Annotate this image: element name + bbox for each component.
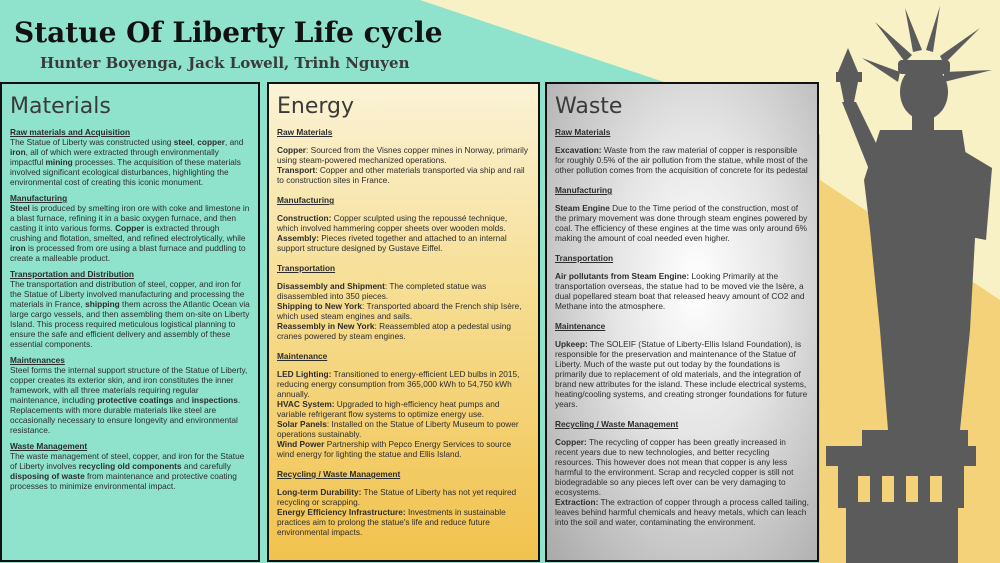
item-text: The recycling of copper has been greatly increased in recent years due to new technologies, and better recycling resources. This however does not mean that copper is any less harmful to the environment. Scrap and recycled copper is still not biodegradable so any pieces left over can be very damaging to ecosystems. [555,437,794,497]
item-text: Partnership with Pepco Energy Services to source wind energy for lighting the statue and Ellis Island. [277,439,512,459]
text-run: is produced by smelting iron ore with coke and limestone in a blast furnace, refining it in a basic oxygen furnace, and then casting it into various forms. [10,203,250,233]
section-item [555,497,809,527]
section-item [555,339,809,409]
item-label: Assembly: [277,233,319,243]
item-label: Long-term Durability: [277,487,362,497]
item-label: Wind Power [277,439,325,449]
item-label: Construction: [277,213,332,223]
section [10,193,250,263]
section [10,269,250,349]
authors: Hunter Boyenga, Jack Lowell, Trinh Nguyen [40,54,410,72]
section-title: Manufacturing [277,195,335,205]
energy-panel [267,82,540,562]
bold-term: inspections [191,395,238,405]
section-body [10,203,250,263]
item-text: Investments in sustainable practices aim to prolong the statue's life and reduce future environmental impacts. [277,507,506,537]
section [10,441,250,491]
item-label: Energy Efficiency Infrastructure: [277,507,406,517]
section-item [277,145,530,165]
section-item [277,321,530,341]
section [10,127,250,187]
waste-sections [555,127,809,527]
bold-term: disposing of waste [10,471,85,481]
section-title: Recycling / Waste Management [277,469,401,479]
text-run: The waste management of steel, copper, and iron for the Statue of Liberty involves [10,451,245,471]
section [277,351,530,459]
section-item [277,281,530,301]
text-run: . Replacements with more durable materials like steel are occasionally necessary to ensure longevity and environmental resistance. [10,395,241,435]
item-label: Air pollutants from Steam Engine: [555,271,690,281]
item-text: Waste from the raw material of copper is responsible for roughly 0.5% of the air pollution from the statue, while most of the other pollution comes from the acquisition of concrete for its pedestal [555,145,808,175]
bold-term: Copper [115,223,145,233]
section [277,469,530,537]
section-item [277,369,530,399]
section-item [277,507,530,537]
section-item [277,399,530,419]
item-text: : Reassembled atop a pedestal using cranes powered by steam engines. [277,321,511,341]
item-text: Looking Primarily at the transportation overseas, the statue had to be moved vie the Isère, a dual popellared steam boat that released heavy amount of CO2 and Methane into the atmosphere. [555,271,805,311]
bold-term: iron [10,243,26,253]
text-run: processes. The acquisition of these materials involved significant ecological disturbances, highlighting the environmental cost of creating this iconic monument. [10,157,241,187]
item-text: Due to the Time period of the construction, most of the primary movement was done through steam engines powered by coal. The efficiency of these engines at the time was only around 6% making the amount of coal needed even higher. [555,203,808,243]
item-label: HVAC System: [277,399,335,409]
item-label: Shipping to New York [277,301,362,311]
item-label: Reassembly in New York [277,321,375,331]
item-text: Copper sculpted using the repoussé technique, which involved hammering copper sheets over wooden molds. [277,213,508,233]
item-label: Copper [277,145,307,155]
section-item [277,419,530,439]
section-title: Maintenance [555,321,606,331]
item-label: Extraction: [555,497,599,507]
text-run: , [192,137,198,147]
section-title: Waste Management [10,441,88,451]
text-run: and [173,395,192,405]
section-title: Manufacturing [555,185,613,195]
section-title: Transportation [555,253,614,263]
materials-heading: Materials [10,94,111,119]
section-body [10,451,250,491]
section [555,127,809,175]
section-item [277,213,530,233]
item-text: : Copper and other materials transported via ship and rail to construction sites in France. [277,165,525,185]
text-run: is processed from ore using a blast furnace and puddling to create a malleable product. [10,243,246,263]
item-text: The Statue of Liberty has not yet required recycling or scrapping. [277,487,517,507]
section-item [277,301,530,321]
section-item [555,437,809,497]
bold-term: protective coatings [97,395,174,405]
section-body [10,279,250,349]
section [277,127,530,185]
section-item [555,145,809,175]
section-title: Raw Materials [555,127,611,137]
item-label: Disassembly and Shipment [277,281,385,291]
section [277,263,530,341]
item-label: LED Lighting: [277,369,332,379]
bold-term: Steel [10,203,30,213]
bold-term: recycling old components [78,461,182,471]
text-run: Steel forms the internal support structure of the Statue of Liberty, copper creates its exterior skin, and iron constitutes the inner framework, with all three materials requiring regular maintenance, including [10,365,248,405]
section-title: Recycling / Waste Management [555,419,679,429]
section-item [555,203,809,243]
bold-term: steel [173,137,193,147]
section-title: Maintenances [10,355,65,365]
item-text: Upgraded to high-efficiency heat pumps and variable refrigerant flow systems to optimize energy use. [277,399,500,419]
item-text: : The completed statue was disassembled into 350 pieces. [277,281,487,301]
item-label: Excavation: [555,145,602,155]
text-run: and carefully [181,461,231,471]
bold-term: copper [197,137,225,147]
section [555,321,809,409]
section-title: Raw materials and Acquisition [10,127,131,137]
item-text: The SOLEIF (Statue of Liberty-Ellis Island Foundation), is responsible for the preservation and maintenance of the Statue of Liberty. Much of the waste put out today by the foundations is primarily due to replacement of old materials, and the integration of brand new attributes for the island. These include electrical systems, heating/cooling systems, and creating stronger foundations for future years. [555,339,808,409]
item-label: Steam Engine [555,203,610,213]
text-run: , and [224,137,244,147]
item-label: Solar Panels [277,419,327,429]
section-title: Maintenance [277,351,328,361]
section-title: Transportation and Distribution [10,269,134,279]
bold-term: shipping [85,299,120,309]
section-title: Transportation [277,263,336,273]
section [277,195,530,253]
item-text: : Sourced from the Visnes copper mines in Norway, primarily using steam-powered mechanized operations. [277,145,528,165]
item-label: Transport [277,165,316,175]
section-body [10,365,250,435]
section-title: Raw Materials [277,127,333,137]
section-item [277,487,530,507]
materials-sections [10,127,250,491]
item-label: Copper: [555,437,587,447]
materials-panel [0,82,260,562]
item-text: The extraction of copper through a process called tailing, leaves behind harmful chemicals and heavy metals, which can leach into the soil and water, contaminating the environment. [555,497,809,527]
page-title: Statue Of Liberty Life cycle [14,16,443,49]
section-title: Manufacturing [10,193,68,203]
text-run: from maintenance and protective coating processes to minimize environmental impact. [10,471,237,491]
item-label: Upkeep: [555,339,588,349]
item-text: : Transported aboard the French ship Isère, which used steam engines and sails. [277,301,522,321]
energy-heading: Energy [277,94,355,119]
item-text: : Installed on the Statue of Liberty Museum to power operations sustainably. [277,419,519,439]
section [555,253,809,311]
bold-term: iron [10,147,26,157]
text-run: them across the Atlantic Ocean via large cargo vessels, and then assembling them on-site on Liberty Island. This process required meticulous logistical planning to ensure the safe and efficient delivery and assembly of these essential components. [10,299,250,349]
waste-panel [545,82,819,562]
bold-term: mining [45,157,73,167]
item-text: Transitioned to energy-efficient LED bulbs in 2015, reducing energy consumption from 365,000 kWh to 54,750 kWh annually. [277,369,520,399]
section-body [10,137,250,187]
text-run: The transportation and distribution of steel, copper, and iron for the Statue of Liberty involved manufacturing and processing the materials in France, [10,279,245,309]
item-text: Pieces riveted together and attached to an internal support structure designed by Gustave Eiffel. [277,233,507,253]
energy-sections [277,127,530,537]
text-run: is extracted through crushing and flotation, smelted, and refined electrolytically, while [10,223,246,243]
section-item [277,233,530,253]
text-run: The Statue of Liberty was constructed using [10,137,174,147]
section [555,419,809,527]
section [555,185,809,243]
section-item [277,439,530,459]
waste-heading: Waste [555,94,623,119]
section [10,355,250,435]
section-item [277,165,530,185]
section-item [555,271,809,311]
text-run: , all of which were extracted through environmentally impactful [10,147,219,167]
